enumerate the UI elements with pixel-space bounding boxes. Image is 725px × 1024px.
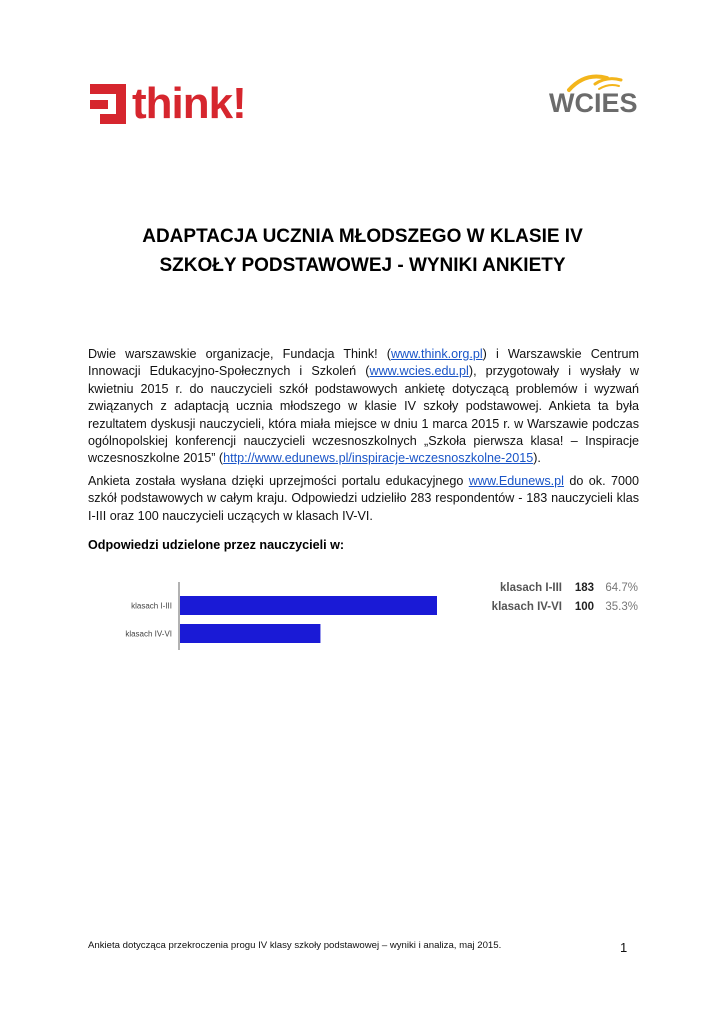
para2-text-1: Ankieta została wysłana dzięki uprzejmości portalu edukacyjnego bbox=[88, 474, 469, 488]
legend-row bbox=[480, 582, 638, 601]
legend-count: 100 bbox=[574, 601, 594, 613]
wcies-link[interactable]: www.wcies.edu.pl bbox=[369, 364, 469, 379]
chart-legend-table bbox=[480, 582, 638, 620]
bar-category-label: klasach I-III bbox=[131, 601, 172, 611]
survey-paragraph bbox=[88, 473, 639, 525]
think-link[interactable]: www.think.org.pl bbox=[390, 347, 483, 361]
para2-text-2: do ok. 7000 szkół podstawowych w całym kraju. Odpowiedzi udzieliło 283 respondentów - 183 nauczycieli klas I-III oraz 100 nauczycieli uczących w klasach IV-VI. bbox=[88, 474, 639, 523]
page-footer: Ankieta dotycząca przekroczenia progu IV klasy szkoły podstawowej – wyniki i analiza, maj 2015. bbox=[88, 940, 502, 951]
bar-category-label: klasach IV-VI bbox=[125, 629, 172, 639]
page-number: 1 bbox=[620, 940, 628, 955]
intro-paragraph bbox=[88, 346, 639, 468]
bar bbox=[180, 596, 437, 615]
legend-row bbox=[480, 601, 638, 620]
para1-text-3: ), przygotowały i wysłały w kwietniu 2015 r. do nauczycieli szkół podstawowych ankietę dotyczącą problemów i wyzwań związanych z adaptacją ucznia młodszego w klasie IV szkoły podstawowej. Ankieta ta była rezultatem dyskusji nauczycieli, która miała miejsce w dniu 1 marca 2015 r. w Warszawie podczas ogólnopolskiej konferencji nauczycieli wczesnoszkolnych „Szkoła pierwsza klasa! – Inspiracje wczesnoszkolne 2015” ( bbox=[88, 364, 639, 466]
title-line-2: SZKOŁY PODSTAWOWEJ - WYNIKI ANKIETY bbox=[159, 255, 566, 276]
para1-text-4: ). bbox=[533, 451, 541, 466]
legend-percentage: 35.3% bbox=[605, 601, 638, 613]
wcies-wordmark: WCIES bbox=[549, 88, 638, 118]
think-logo bbox=[86, 78, 266, 134]
responses-bar-chart bbox=[100, 576, 460, 656]
legend-count: 183 bbox=[574, 582, 594, 594]
legend-label: klasach I-III bbox=[499, 582, 562, 594]
wcies-logo bbox=[545, 68, 645, 128]
title-line-1: ADAPTACJA UCZNIA MŁODSZEGO W KLASIE IV bbox=[142, 226, 583, 247]
chart-subheading: Odpowiedzi udzielone przez nauczycieli w: bbox=[88, 538, 345, 552]
legend-percentage: 64.7% bbox=[605, 582, 638, 594]
edunews-link[interactable]: www.Edunews.pl bbox=[468, 474, 564, 488]
bar bbox=[180, 624, 320, 643]
think-logo-mark-icon bbox=[86, 78, 132, 134]
page-title bbox=[60, 222, 665, 280]
para1-text-2: ) i Warszawskie Centrum Innowacji Edukacyjno-Społecznych i Szkoleń ( bbox=[88, 347, 640, 379]
edunews-inspiracje-link[interactable]: http://www.edunews.pl/inspiracje-wczesnoszkolne-2015 bbox=[223, 451, 534, 466]
legend-label: klasach IV-VI bbox=[491, 601, 562, 613]
para1-text-1: Dwie warszawskie organizacje, Fundacja Think! ( bbox=[88, 347, 391, 361]
think-wordmark: think! bbox=[132, 79, 246, 128]
